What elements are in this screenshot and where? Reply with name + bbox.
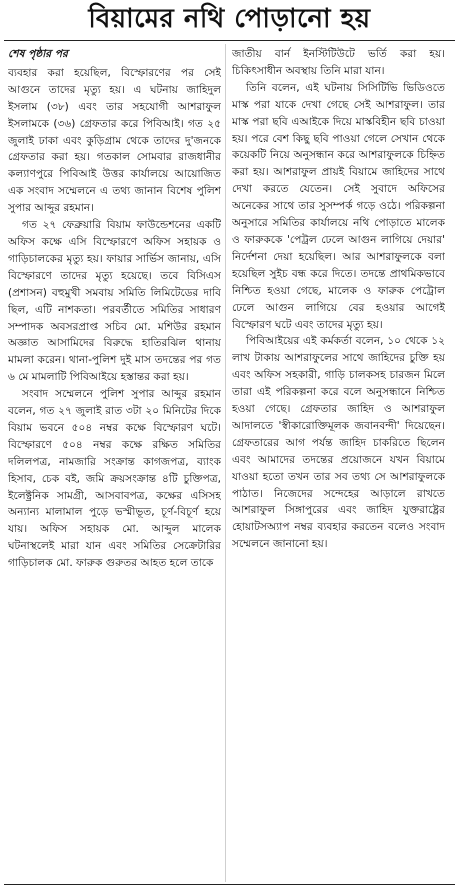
paragraph: গত ২৭ ফেব্রুয়ারি বিয়াম ফাউন্ডেশনের একটি অফিস কক্ষে এসি বিস্ফোরণে অফিস সহায়ক ও গাড়িচালকের মৃত্যু হয়। ফায়ার সার্ভিস জানায়, এসি বিস্ফোরণে তাদের মৃত্যু হয়েছে। তবে বিসিএস (প্রশাসন) বহুমুখী সমবায় সমিতি লিমিটেডের দাবি ছিল, এটি নাশকতা। পরবর্তীতে সমিতির সাধারণ সম্পাদক অবসরপ্রাপ্ত সচিব মো. মশিউর রহমান অজ্ঞাত আসামিদের বিরুদ্ধে হাতিরঝিল থানায় মামলা করেন। থানা-পুলিশ দুই মাস তদন্তের পর গত ৬ মে মামলাটি পিবিআইয়ে হস্তান্তর করা হয়। <box>8 219 221 384</box>
paragraph: তিনি বলেন, এই ঘটনায় সিসিটিভি ভিডিওতে মাস্ক পরা যাকে দেখা গেছে সেই আশরাফুল। তার মাস্ক পরা ছবি এআইকে দিয়ে মাস্কবিহীন ছবি চাওয়া হয়। পরে বেশ কিছু ছবি পাওয়া গেলে সেখান থেকে কয়েকটি নিয়ে অনুসন্ধান করে আশরাফুলকে চিহ্নিত করা হয়। আশরাফুল প্রায়ই বিয়ামে জাহিদের সাথে দেখা করতে যেতেন। সেই সুবাদে অফিসের অনেকের সাথে তার সুসম্পর্ক গড়ে ওঠে। পরিকল্পনা অনুসারে সমিতির কার্যালয়ে নথি পোড়াতে মালেক ও ফারুককে 'পেট্রল ঢেলে আগুন লাগিয়ে দেয়ার' নির্দেশনা দেয়া হয়েছিল। আর আশরাফুলকে বলা হয়েছিল সুইচ বন্ধ করে দিতে। তদন্তে প্রাথমিকভাবে নিশ্চিত হওয়া গেছে, মালেক ও ফারুক পেট্রোল ঢেলে আগুন লাগিয়ে বের হওয়ার আগেই বিস্ফোরণ ঘটে এবং তাদের মৃত্যু হয়। <box>232 81 445 331</box>
headline: বিয়ামের নথি পোড়ানো হয় <box>88 4 371 34</box>
paragraph: পিবিআইয়ের এই কর্মকর্তা বলেন, ১০ থেকে ১২ লাখ টাকায় আশরাফুলের সাথে জাহিদের চুক্তি হয় এবং অফিস সহকারী, গাড়ি চালকসহ চারজন মিলে তারা এই পরিকল্পনা করে বলে অনুসন্ধানে নিশ্চিত হওয়া গেছে। গ্রেফতার জাহিদ ও আশরাফুল আদালতে 'স্বীকারোক্তিমূলক জবানবন্দী' দিয়েছেন। গ্রেফতারের আগ পর্যন্ত জাহিদ চাকরিতে ছিলেন এবং আমাদের তদন্তের প্রয়োজনে যখন বিয়ামে যাওয়া হতো তখন তার সব তথ্য সে আশরাফুলকে পাঠাত। নিজেদের সন্দেহের আড়ালে রাখতে আশরাফুল সিঙ্গাপুরের এবং জাহিদ যুক্তরাষ্ট্রের হোয়াটসঅ্যাপ নম্বর ব্যবহার করতেন বলেও সংবাদ সম্মেলনে জানানো হয়। <box>232 335 445 551</box>
article-column-left <box>8 46 221 880</box>
column-divider <box>225 44 226 882</box>
paragraph: ব্যবহার করা হয়েছিল, বিস্ফোরণের পর সেই আগুনে তাদের মৃত্যু হয়। এ ঘটনায় জাহিদুল ইসলাম (৩৮) এবং তার সহযোগী আশরাফুল ইসলামকে (৩৬) গ্রেফতার করে পিবিআই। গত ২৫ জুলাই ঢাকা এবং কুড়িগ্রাম থেকে তাদের দু'জনকে গ্রেফতার করা হয়। গতকাল সোমবার রাজধানীর কল্যাণপুরে পিবিআই উত্তর কার্যালয়ে আয়োজিত এক সংবাদ সম্মেলনে এ তথ্য জানান বিশেষ পুলিশ সুপার আব্দুর রহমান। <box>8 66 221 215</box>
paragraph: জাতীয় বার্ন ইনস্টিটিউটে ভর্তি করা হয়। চিকিৎসাধীন অবস্থায় তিনি মারা যান। <box>232 48 445 77</box>
headline-rule <box>4 40 455 41</box>
article-column-right <box>232 46 445 880</box>
continuation-label: শেষ পৃষ্ঠার পর <box>8 48 68 60</box>
paragraph: সংবাদ সম্মেলনে পুলিশ সুপার আব্দুর রহমান বলেন, গত ২৭ জুলাই রাত ৩টা ২০ মিনিটের দিকে বিয়াম ভবনে ৫০৪ নম্বর কক্ষে বিস্ফোরণ ঘটে। বিস্ফোরণে ৫০৪ নম্বর কক্ষে রক্ষিত সমিতির দলিলপত্র, নামজারি সংক্রান্ত কাগজপত্র, ব্যাংক হিসাব, চেক বই, জমি ক্রয়সংক্রান্ত ৪টি চুক্তিপত্র, ইলেক্ট্রনিক সামগ্রী, আসবাবপত্র, কক্ষের এসিসহ অন্যান্য মালামাল পুড়ে ভস্মীভূত, চূর্ণ-বিচূর্ণ হয়ে যায়। অফিস সহায়ক মো. আব্দুল মালেক ঘটনাস্থলেই মারা যান এবং সমিতির সেক্রেটারির গাড়িচালক মো. ফারুক গুরুতর আহত হলে তাকে <box>8 388 221 570</box>
